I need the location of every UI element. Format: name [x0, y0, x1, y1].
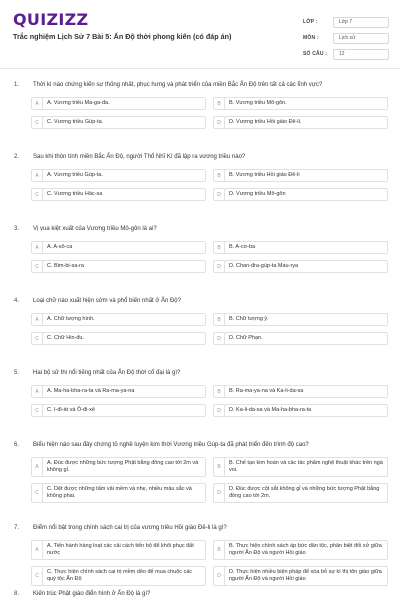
option-text: C. Bim-bi-sa-ra	[47, 263, 84, 270]
question-text: Hai bộ sử thi nổi tiếng nhất của Ấn Độ thời cổ đại là gì?	[33, 370, 181, 376]
option-letter: D	[214, 333, 225, 344]
answer-options	[31, 169, 388, 201]
question-list	[0, 76, 400, 600]
meta-row-grade	[303, 15, 389, 29]
answer-option-c[interactable]	[31, 116, 206, 129]
answer-option-d[interactable]	[213, 188, 388, 201]
meta-label: SỐ CÂU :	[303, 51, 328, 57]
option-letter: B	[214, 242, 225, 253]
worksheet-meta	[303, 15, 389, 63]
meta-row-count	[303, 47, 389, 61]
option-letter: D	[214, 405, 225, 416]
answer-option-a[interactable]	[31, 169, 206, 182]
option-letter: C	[32, 333, 43, 344]
option-letter: A	[32, 314, 43, 325]
header-divider	[0, 68, 400, 69]
option-letter: C	[32, 189, 43, 200]
option-letter: C	[32, 117, 43, 128]
question-number: 3.	[14, 226, 20, 232]
question-text: Kiến trúc Phật giáo điển hình ở Ấn Độ là gì?	[33, 591, 151, 597]
question-text: Sau khi thôn tính miền Bắc Ấn Độ, người Thổ Nhĩ Kì đã lập ra vương triều nào?	[33, 154, 246, 160]
option-letter: A	[32, 242, 43, 253]
option-text: A. Vương triều Gúp-ta.	[47, 172, 103, 179]
option-text: A. Tiến hành hàng loạt các cải cách tiến bộ để khôi phục đất nước	[47, 543, 194, 556]
worksheet-header	[0, 0, 400, 68]
option-text: D. Thực hiện nhiều biện pháp để xóa bỏ sự kì thị tôn giáo giữa người Ấn Độ và người Hồi giáo	[229, 569, 382, 582]
question-text: Loại chữ nào xuất hiện sớm và phổ biến nhất ở Ấn Độ?	[33, 298, 181, 304]
question-number: 8.	[14, 591, 20, 597]
answer-option-d[interactable]	[213, 404, 388, 417]
question-4	[0, 292, 400, 364]
answer-options	[31, 97, 388, 129]
option-text: A. Đúc được những bức tượng Phật bằng đồng cao tới 2m và không gỉ.	[47, 460, 199, 473]
option-letter: B	[214, 458, 225, 476]
option-letter: A	[32, 386, 43, 397]
answer-option-d[interactable]	[213, 483, 388, 503]
option-text: C. Vương triều Gúp-ta.	[47, 119, 104, 126]
answer-option-b[interactable]	[213, 169, 388, 182]
question-text: Thời kì nào chứng kiến sự thống nhất, phục hưng và phát triển của miền Bắc Ấn Độ trên tất cả các lĩnh vực?	[33, 82, 323, 88]
answer-option-c[interactable]	[31, 188, 206, 201]
question-text: Biểu hiện nào sau đây chứng tỏ nghề luyện kim thời Vương triều Gúp-ta đã phát triển đến trình độ cao?	[33, 442, 309, 448]
option-text: D. Chữ Phạn.	[229, 335, 263, 342]
option-text: B. Ra-ma-ya-na và Ka-li-da-sa	[229, 388, 304, 395]
question-number: 2.	[14, 154, 20, 160]
answer-option-a[interactable]	[31, 385, 206, 398]
answer-option-b[interactable]	[213, 385, 388, 398]
question-number: 6.	[14, 442, 20, 448]
meta-value-box: Lịch sử	[333, 33, 389, 44]
option-letter: D	[214, 567, 225, 585]
option-text: D. Vương triều Mô-gôn	[229, 191, 286, 198]
option-text: D. Đúc được cột sắt không gỉ và những bức tượng Phật bằng đồng cao tới 2m.	[229, 486, 380, 499]
answer-option-d[interactable]	[213, 116, 388, 129]
option-letter: B	[214, 170, 225, 181]
answer-options	[31, 241, 388, 273]
option-letter: D	[214, 117, 225, 128]
question-number: 7.	[14, 525, 20, 531]
meta-label: LỚP :	[303, 19, 318, 25]
option-text: B. Thực hiện chính sách áp bức dân tộc, phân biệt đối xử giữa người Ấn Độ và người Hồi giáo	[229, 543, 382, 556]
option-text: B. Vương triều Hồi giáo Đê-li	[229, 172, 300, 179]
question-6	[0, 436, 400, 519]
answer-option-c[interactable]	[31, 483, 206, 503]
meta-row-subject	[303, 31, 389, 45]
answer-options	[31, 385, 388, 417]
option-letter: C	[32, 405, 43, 416]
question-text: Điểm nổi bật trong chính sách cai trị của vương triều Hồi giáo Đê-li là gì?	[33, 525, 227, 531]
question-number: 5.	[14, 370, 20, 376]
option-letter: A	[32, 458, 43, 476]
question-number: 4.	[14, 298, 20, 304]
question-5	[0, 364, 400, 436]
answer-option-a[interactable]	[31, 97, 206, 110]
answer-option-a[interactable]	[31, 457, 206, 477]
question-1	[0, 76, 400, 148]
answer-option-c[interactable]	[31, 566, 206, 586]
question-number: 1.	[14, 82, 20, 88]
option-letter: B	[214, 386, 225, 397]
answer-options	[31, 540, 388, 586]
option-letter: D	[214, 484, 225, 502]
answer-option-a[interactable]	[31, 313, 206, 326]
question-8	[0, 586, 400, 600]
answer-option-c[interactable]	[31, 260, 206, 273]
meta-value-box: 12	[333, 49, 389, 60]
option-text: D. Ka-li-da-sa và Ma-ha-bha-ra-ta	[229, 407, 312, 414]
answer-option-b[interactable]	[213, 540, 388, 560]
option-text: B. Chữ tượng ý.	[229, 316, 269, 323]
meta-label: MÔN :	[303, 35, 319, 41]
option-text: C. Chữ Hin-đu.	[47, 335, 84, 342]
answer-options	[31, 457, 388, 503]
option-text: A. Chữ tượng hình.	[47, 316, 95, 323]
option-text: D. Chan-đra-gúp-ta Mau-rya	[229, 263, 299, 270]
option-letter: A	[32, 541, 43, 559]
answer-option-b[interactable]	[213, 97, 388, 110]
answer-option-a[interactable]	[31, 540, 206, 560]
option-letter: D	[214, 189, 225, 200]
option-letter: A	[32, 170, 43, 181]
option-text: C. Thực hiện chính sách cai trị mềm dẻo để mua chuộc các quý tộc Ấn Độ	[47, 569, 193, 582]
answer-option-d[interactable]	[213, 260, 388, 273]
answer-option-d[interactable]	[213, 566, 388, 586]
question-3	[0, 220, 400, 292]
option-text: B. A-cơ-ba	[229, 244, 256, 251]
answer-option-a[interactable]	[31, 241, 206, 254]
answer-option-b[interactable]	[213, 313, 388, 326]
option-letter: B	[214, 314, 225, 325]
option-text: D. Vương triều Hồi giáo Đê-li.	[229, 119, 302, 126]
answer-option-b[interactable]	[213, 457, 388, 477]
option-letter: B	[214, 541, 225, 559]
option-text: A. Vương triều Ma-ga-đa.	[47, 100, 110, 107]
worksheet-title: Trắc nghiệm Lịch Sử 7 Bài 5: Ấn Độ thời phong kiến (có đáp án)	[13, 32, 232, 41]
question-2	[0, 148, 400, 220]
option-letter: C	[32, 484, 43, 502]
option-letter: C	[32, 261, 43, 272]
answer-options	[31, 313, 388, 345]
option-letter: A	[32, 98, 43, 109]
question-text: Vị vua kiệt xuất của Vương triều Mô-gôn là ai?	[33, 226, 157, 232]
answer-option-c[interactable]	[31, 332, 206, 345]
option-text: C. Dệt được những tấm vải mềm và nhẹ, nhiều màu sắc và không phai.	[47, 486, 192, 499]
option-letter: C	[32, 567, 43, 585]
quizizz-logo: QUIZIZZ	[13, 10, 89, 29]
option-text: A. A-sô-ca	[47, 244, 73, 251]
option-text: A. Ma-ha-bha-ra-ta và Ra-ma-ya-na	[47, 388, 135, 395]
option-letter: D	[214, 261, 225, 272]
option-text: B. Vương triều Mô-gôn.	[229, 100, 287, 107]
option-text: C. Vương triều Hác-sa	[47, 191, 103, 198]
answer-option-d[interactable]	[213, 332, 388, 345]
option-letter: B	[214, 98, 225, 109]
option-text: C. I-đi-át và Ô-đi-xê	[47, 407, 95, 414]
answer-option-b[interactable]	[213, 241, 388, 254]
meta-value-box: Lớp 7	[333, 17, 389, 28]
option-text: B. Chế tạo kim hoàn và các tác phẩm nghệ thuật khác trên ngà voi.	[229, 460, 383, 473]
answer-option-c[interactable]	[31, 404, 206, 417]
